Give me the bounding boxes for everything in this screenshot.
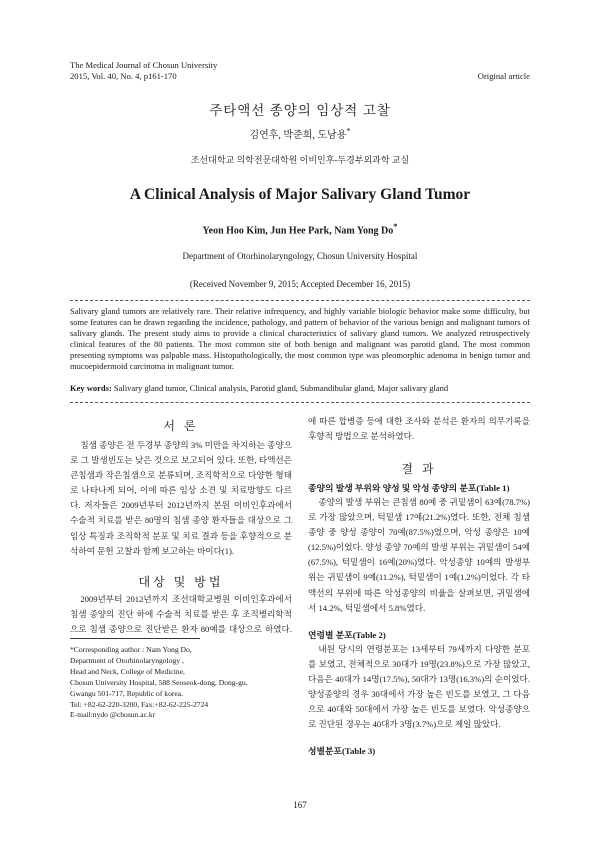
results-sub2-text: 내원 당시의 연령분포는 13세부터 79세까지 다양한 분포를 보였고, 전체적으로 30대가 19명(23.8%)으로 가장 많았고, 다음은 40대가 14명(17.5%), 50대가 13명(16.3%)의 순이었다. 양성종양의 경우 30대에서 가장 높은 빈도를 보였고, 그 다음으로 40대와 50대에서 가장 높은 빈도를 보였다. 악성종양으로 진단된 경우는 40대가 3명(3.7%)으로 제일 많았다. (308, 644, 530, 730)
footnote (70, 645, 292, 721)
footnote-line: Head and Neck, College of Medicine, (70, 666, 185, 676)
methods-continued: 에 따른 합병증 등에 대한 조사와 분석은 환자의 의무기록을 후향적 방법으로 분석하였다. (308, 416, 530, 442)
footnote-line: E-mail:nydo @chosun.ac.kr (70, 710, 156, 720)
page-number: 167 (293, 800, 307, 810)
intro-text: 침샘 종양은 전 두경부 종양의 3% 미만을 차지하는 종양으로 그 발생빈도는 낮은 것으로 보고되어 있다. 또한, 타액선은 큰침샘과 작은침샘으로 분류되며, 조직학적으로 다양한 형태로 나타나게 되어, 이에 따른 임상 소견 및 치료방향도 다르다. 저자들은 2009년부터 2012년까지 본원 이비인후과에서 수술적 치료를 받은 80명의 침샘 종양 환자들을 대상으로 그 임상 특징과 조직학적 분포 및 치료 결과 등을 후향적으로 분석하여 문헌 고찰과 함께 보고하는 바이다(1). (70, 440, 292, 556)
title-english: A Clinical Analysis of Major Salivary Gland Tumor (129, 186, 471, 203)
authors-korean (0, 126, 600, 141)
authors-korean-names: 김연후, 박준희, 도남용 (249, 130, 347, 141)
footnote-line: Tel: +82-62-220-3200, Fax:+82-62-225-2724 (70, 699, 209, 709)
intro-heading: 서 론 (163, 419, 199, 433)
affiliation-english: Department of Otorhinolaryngology, Chosun University Hospital (182, 251, 418, 261)
title-korean: 주타액선 종양의 임상적 고찰 (209, 103, 391, 118)
abstract-top-rule (70, 300, 530, 301)
results-sub1-title: 종양의 발생 부위와 양성 및 악성 종양의 분포(Table 1) (308, 483, 510, 493)
article-type: Original article (477, 71, 530, 81)
journal-name: The Medical Journal of Chosun University (70, 60, 218, 70)
results-heading: 결 과 (401, 462, 437, 476)
authors-english-names: Yeon Hoo Kim, Jun Hee Park, Nam Yong Do (202, 225, 394, 237)
results-sub2-title: 연령별 분포(Table 2) (308, 630, 386, 640)
corresponding-mark-en: * (393, 222, 398, 231)
footnote-line: Gwangu 501-717, Republic of korea. (70, 688, 184, 698)
corresponding-mark: * (346, 126, 351, 136)
keywords-label: Key words: (70, 383, 112, 393)
authors-english (0, 222, 600, 236)
results-sub1-text: 종양의 발생 부위는 큰침샘 80예 중 귀밑샘이 63예(78.7%)로 가장 많았으며, 턱밑샘 17예(21.2%)였다. 또한, 전체 침샘 종양 중 양성 종양이 70예(87.5%)였으며, 악성 종양은 10예(12.5%)이었다. 양성 종양 70예의 발생 부위는 귀밑샘이 54예(67.5%), 턱밑샘이 16예(20%)였다. 악성종양 10예의 발생부위는 귀밑샘이 9예(11.2%), 턱밑샘이 1예(1.2%)이었다. 각 타액선의 부위에 따른 악성종양의 비율을 살펴보면, 귀밑샘에서 14.2%, 턱밑샘에서 5.8%였다. (308, 497, 530, 613)
methods-heading: 대상 및 방법 (138, 575, 224, 589)
footnote-line: Department of Otorhinolaryngology , (70, 655, 184, 665)
keywords (70, 383, 530, 394)
footnote-rule (70, 638, 200, 639)
abstract: Salivary gland tumors are relatively rare. Their relative infrequency, and highly variable biologic behavior make some difficulty, but some features can be drawn regarding the incidence, pathology, and pattern of behavior of the various benign and malignant tumors of salivary glands. The present study aims to provide a clinical characteristics of salivary gland tumors. We analyzed retrospectively clinical features of the 80 patients. The most common site of both benign and malignant was parotid gland. The most common presenting symptoms was palpable mass. Histopathologically, the most common type was pleomorphic adenoma in benign tumor and mucoepidermoid carcinoma in malignant tumor. (70, 306, 530, 372)
abstract-bottom-rule (70, 402, 530, 403)
journal-volume: 2015, Vol. 40, No. 4, p161-170 (70, 71, 177, 81)
received-dates: (Received November 9, 2015; Accepted December 16, 2015) (189, 279, 411, 289)
methods-text: 2009년부터 2012년까지 조선대학교병원 이비인후과에서 침샘 종양의 진단 하에 수술적 치료를 받은 후 조직병리학적으로 침샘 종양으로 진단받은 환자 80예를 대상으로 하였다. (70, 594, 292, 635)
affiliation-korean: 조선대학교 의학전문대학원 이비인후-두경부외과학 교실 (190, 155, 410, 165)
keywords-list: Salivary gland tumor, Clinical analysis, Parotid gland, Submandibular gland, Major salivary gland (113, 383, 449, 393)
results-sub3-title: 성별분포(Table 3) (308, 746, 376, 756)
journal-header (70, 60, 217, 82)
footnote-line: *Corresponding author : Nam Yong Do, (70, 645, 192, 654)
footnote-line: Chosun University Hospital, 588 Seoseok-dong, Dong-gu, (70, 677, 248, 687)
